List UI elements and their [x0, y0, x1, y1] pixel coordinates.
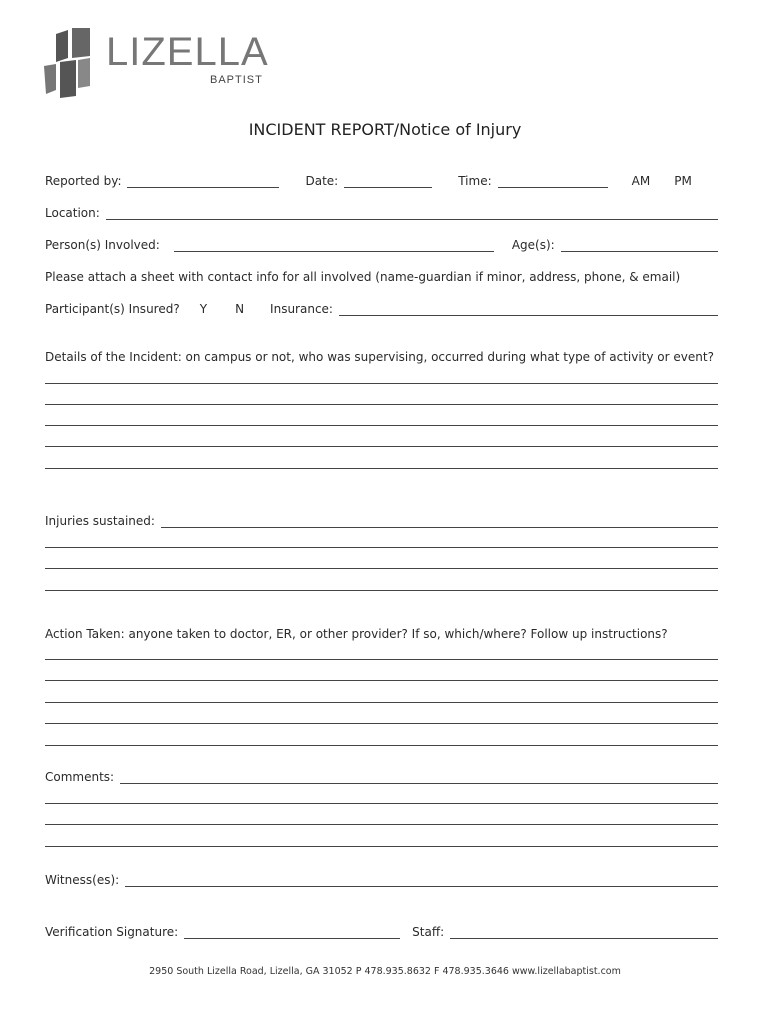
- ages-field[interactable]: [561, 239, 718, 252]
- witnesses-row: [45, 873, 718, 887]
- injuries-label: Injuries sustained:: [45, 514, 155, 528]
- injuries-field[interactable]: [161, 515, 718, 528]
- persons-involved-field[interactable]: [174, 239, 494, 252]
- insured-no-option[interactable]: N: [235, 302, 245, 316]
- injuries-line-2[interactable]: [45, 568, 718, 569]
- action-row: [45, 627, 718, 641]
- pm-option[interactable]: PM: [674, 174, 692, 188]
- details-line-5[interactable]: [45, 468, 718, 469]
- comments-row: [45, 770, 718, 784]
- page-title: INCIDENT REPORT/Notice of Injury: [248, 120, 522, 139]
- action-line-3[interactable]: [45, 702, 718, 703]
- insured-row: [45, 302, 718, 316]
- insured-yes-option[interactable]: Y: [199, 302, 208, 316]
- details-line-3[interactable]: [45, 425, 718, 426]
- signature-row: [45, 925, 718, 939]
- action-line-5[interactable]: [45, 745, 718, 746]
- insured-label: Participant(s) Insured?: [45, 302, 180, 316]
- details-label: Details of the Incident: on campus or not, who was supervising, occurred during what type of activity or event?: [45, 350, 714, 364]
- persons-involved-label: Person(s) Involved:: [45, 238, 160, 252]
- comments-line-2[interactable]: [45, 824, 718, 825]
- comments-field[interactable]: [120, 771, 718, 784]
- am-option[interactable]: AM: [631, 174, 651, 188]
- logo-wordmark: LIZELLA: [106, 30, 269, 74]
- date-field[interactable]: [344, 175, 432, 188]
- witnesses-label: Witness(es):: [45, 873, 120, 887]
- cross-logo-icon: [42, 28, 102, 98]
- time-label: Time:: [458, 174, 492, 188]
- details-row: [45, 350, 718, 364]
- reported-by-field[interactable]: [127, 175, 279, 188]
- footer-contact: 2950 South Lizella Road, Lizella, GA 31052 P 478.935.8632 F 478.935.3646 www.lizellabaptist.com: [149, 966, 621, 977]
- injuries-row: [45, 514, 718, 528]
- injuries-line-1[interactable]: [45, 547, 718, 548]
- logo-subtitle: BAPTIST: [210, 74, 263, 86]
- witnesses-field[interactable]: [125, 874, 718, 887]
- injuries-line-3[interactable]: [45, 590, 718, 591]
- staff-label: Staff:: [412, 925, 445, 939]
- lizella-logo: [42, 28, 282, 98]
- insurance-label: Insurance:: [270, 302, 333, 316]
- action-line-4[interactable]: [45, 723, 718, 724]
- persons-row: [45, 238, 718, 252]
- attach-note: [45, 270, 718, 284]
- signature-label: Verification Signature:: [45, 925, 179, 939]
- details-line-4[interactable]: [45, 446, 718, 447]
- comments-line-3[interactable]: [45, 846, 718, 847]
- date-label: Date:: [305, 174, 339, 188]
- signature-field[interactable]: [184, 926, 400, 939]
- ages-label: Age(s):: [511, 238, 555, 252]
- comments-line-1[interactable]: [45, 803, 718, 804]
- action-label: Action Taken: anyone taken to doctor, ER, or other provider? If so, which/where? Follow up instructions?: [45, 627, 668, 641]
- location-field[interactable]: [106, 207, 718, 220]
- action-line-1[interactable]: [45, 659, 718, 660]
- reported-row: [45, 174, 718, 188]
- details-line-2[interactable]: [45, 404, 718, 405]
- details-line-1[interactable]: [45, 383, 718, 384]
- location-row: [45, 206, 718, 220]
- insurance-field[interactable]: [339, 303, 718, 316]
- staff-field[interactable]: [450, 926, 718, 939]
- action-line-2[interactable]: [45, 680, 718, 681]
- reported-by-label: Reported by:: [45, 174, 122, 188]
- location-label: Location:: [45, 206, 100, 220]
- time-field[interactable]: [498, 175, 608, 188]
- comments-label: Comments:: [45, 770, 115, 784]
- attach-note-text: Please attach a sheet with contact info for all involved (name-guardian if minor, address, phone, & email): [45, 270, 681, 284]
